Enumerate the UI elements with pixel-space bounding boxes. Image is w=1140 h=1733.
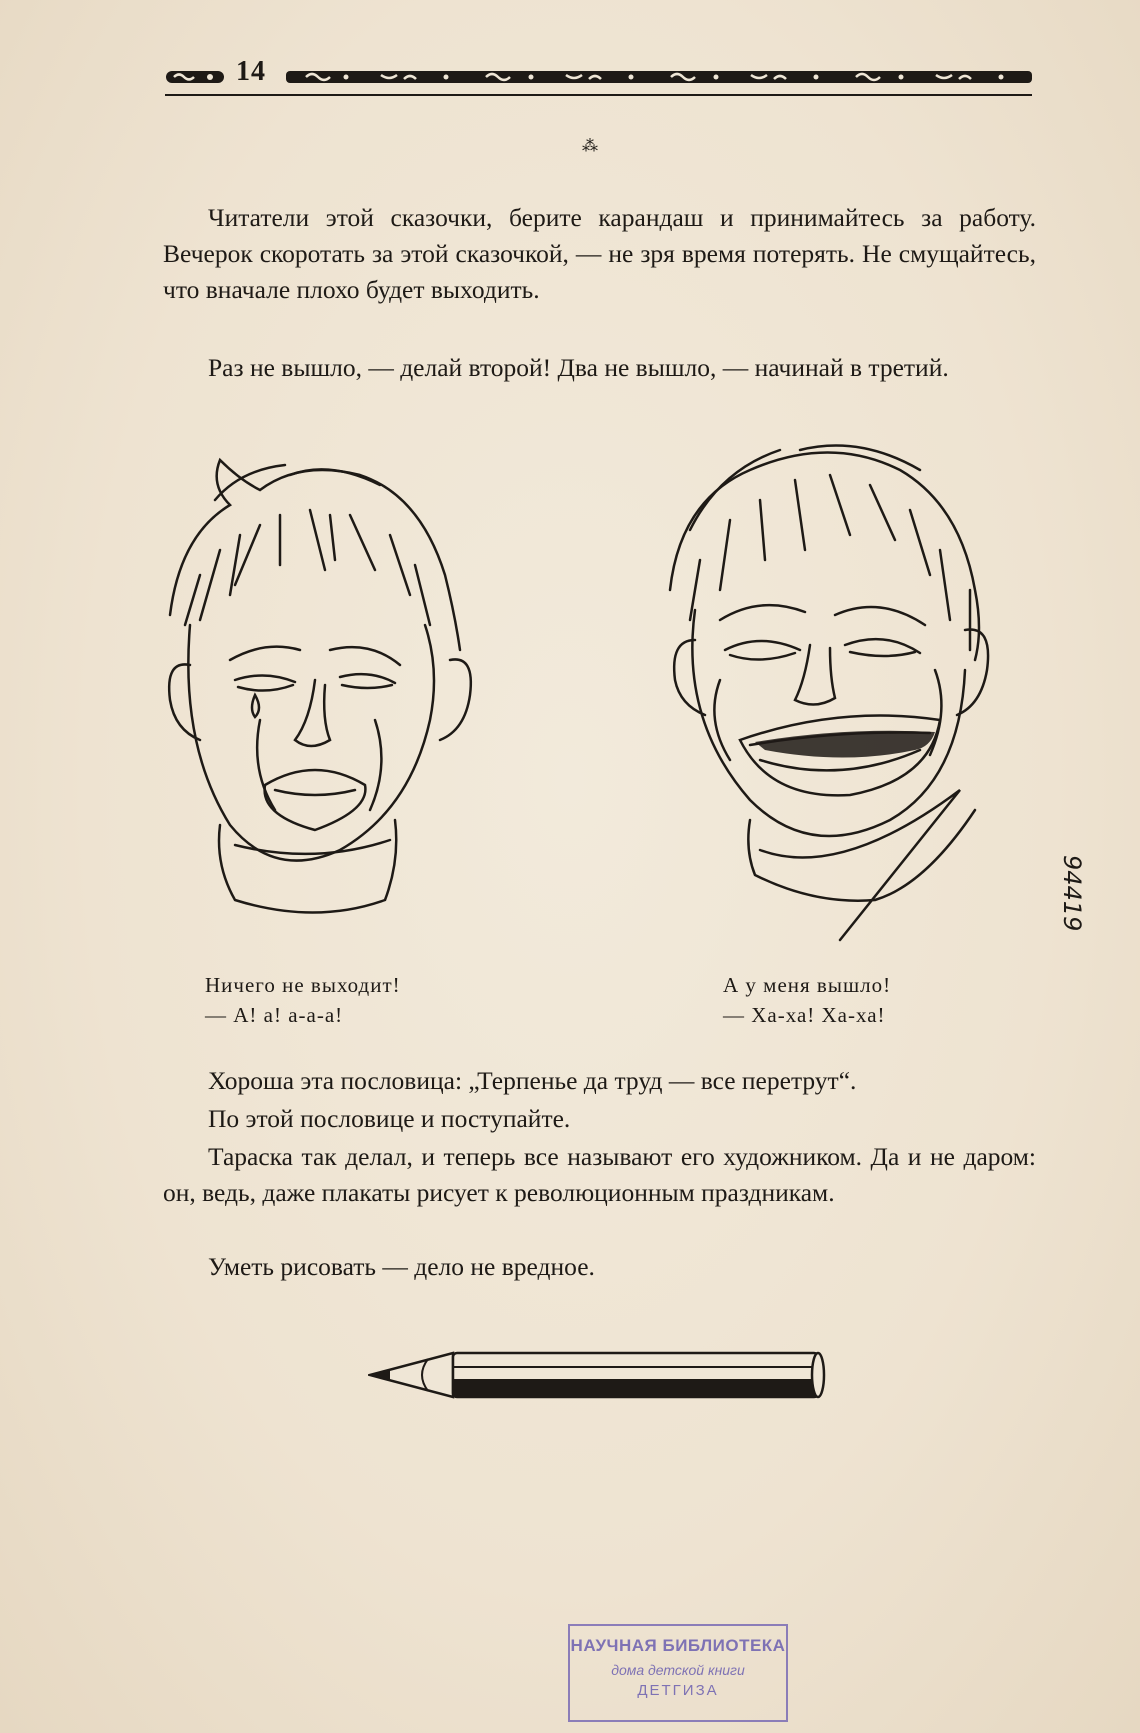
crying-boy-illustration bbox=[160, 455, 520, 925]
paragraph-intro-1: Читатели этой сказочки, берите карандаш и принимайтесь за работу. Вечерок скоротать за этой сказочкой, — не зря время потерять. Не смущайтесь, что вначале плохо будет выходить. bbox=[163, 203, 1036, 304]
caption-right-line-1: А у меня вышло! bbox=[723, 973, 892, 997]
header-ornament-band bbox=[286, 66, 1032, 88]
caption-right-line-2: — Ха-ха! Ха-ха! bbox=[723, 1003, 886, 1027]
stamp-line-3: ДЕТГИЗА bbox=[637, 1682, 719, 1699]
caption-left-line-1: Ничего не выходит! bbox=[205, 973, 401, 997]
paragraph-closing: Уметь рисовать — дело не вредное. bbox=[208, 1252, 595, 1281]
header-rule bbox=[165, 94, 1032, 96]
paragraph-taraska: Тараска так делал, и теперь все называют его художником. Да и не даром: он, ведь, даже плакаты рисует к революционным праздникам. bbox=[163, 1142, 1036, 1207]
header-ornament-left bbox=[164, 66, 226, 88]
library-stamp bbox=[568, 1624, 788, 1722]
paragraph-follow-proverb: По этой пословице и поступайте. bbox=[208, 1104, 571, 1133]
caption-left-line-2: — А! а! а-а-а! bbox=[205, 1003, 344, 1027]
page-number: 14 bbox=[236, 56, 266, 87]
asterism-divider: ⁂ bbox=[582, 138, 598, 155]
laughing-boy-illustration bbox=[660, 440, 1020, 960]
stamp-line-1: НАУЧНАЯ БИБЛИОТЕКА bbox=[570, 1636, 786, 1655]
paragraph-intro-2: Раз не вышло, — делай второй! Два не вышло, — начинай в третий. bbox=[208, 353, 949, 382]
stamp-line-2: дома детской книги bbox=[611, 1662, 745, 1678]
pencil-illustration bbox=[368, 1345, 828, 1405]
paragraph-proverb: Хороша эта пословица: „Терпенье да труд — все перетрут“. bbox=[208, 1066, 857, 1095]
inventory-number: 94419 bbox=[1058, 855, 1086, 932]
